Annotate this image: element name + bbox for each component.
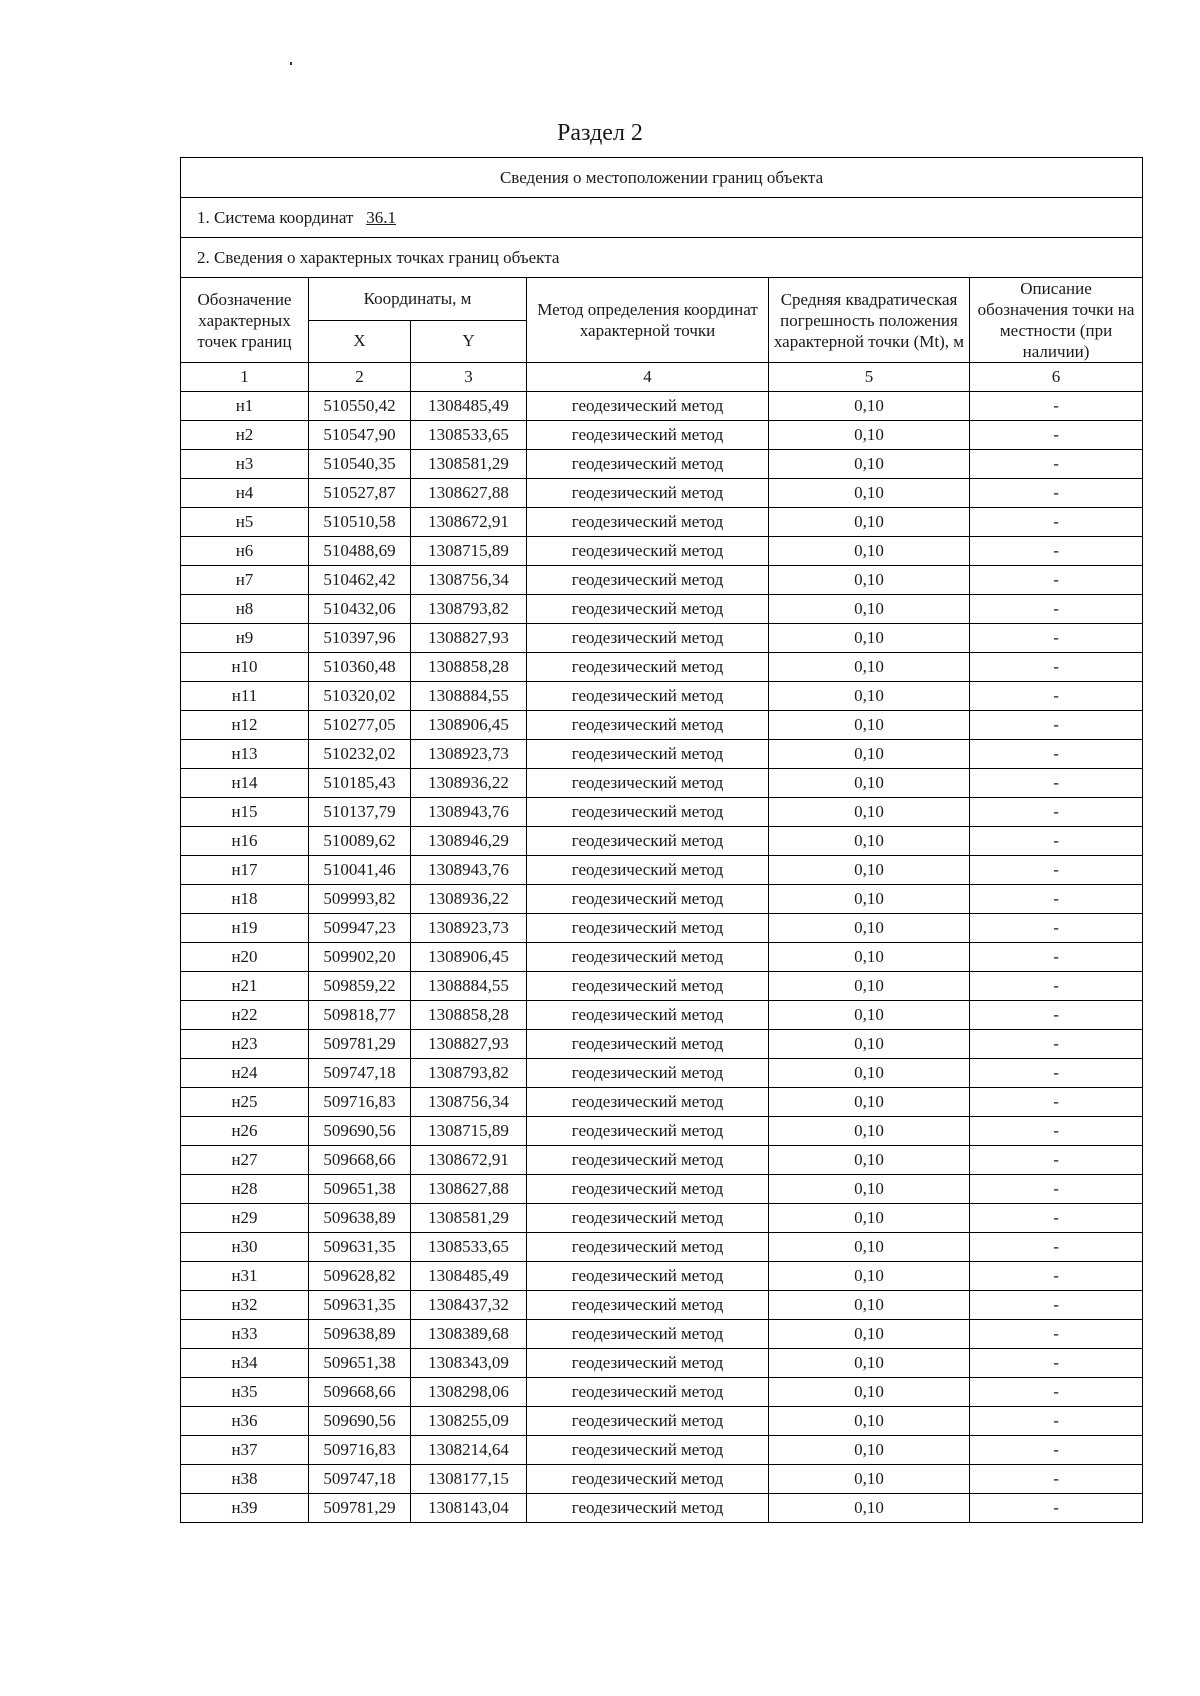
y-coord-cell: 1308858,28 <box>411 653 527 682</box>
description-cell: - <box>970 1088 1143 1117</box>
x-coord-cell: 509902,20 <box>309 943 411 972</box>
description-cell: - <box>970 885 1143 914</box>
description-cell: - <box>970 711 1143 740</box>
method-cell: геодезический метод <box>527 566 769 595</box>
description-cell: - <box>970 595 1143 624</box>
table-row <box>181 1146 1143 1175</box>
point-name-cell: н14 <box>181 769 309 798</box>
y-coord-cell: 1308923,73 <box>411 740 527 769</box>
x-coord-cell: 509818,77 <box>309 1001 411 1030</box>
description-cell: - <box>970 1204 1143 1233</box>
method-cell: геодезический метод <box>527 1436 769 1465</box>
error-cell: 0,10 <box>769 740 970 769</box>
x-coord-cell: 510397,96 <box>309 624 411 653</box>
x-coord-cell: 510137,79 <box>309 798 411 827</box>
x-coord-cell: 509690,56 <box>309 1407 411 1436</box>
description-cell: - <box>970 1291 1143 1320</box>
error-cell: 0,10 <box>769 1175 970 1204</box>
description-cell: - <box>970 508 1143 537</box>
point-name-cell: н13 <box>181 740 309 769</box>
table-row <box>181 1117 1143 1146</box>
error-cell: 0,10 <box>769 653 970 682</box>
error-cell: 0,10 <box>769 1146 970 1175</box>
point-name-cell: н20 <box>181 943 309 972</box>
description-cell: - <box>970 740 1143 769</box>
table-row <box>181 595 1143 624</box>
error-cell: 0,10 <box>769 508 970 537</box>
table-row <box>181 653 1143 682</box>
x-coord-cell: 509631,35 <box>309 1233 411 1262</box>
y-coord-cell: 1308756,34 <box>411 566 527 595</box>
description-cell: - <box>970 624 1143 653</box>
description-cell: - <box>970 769 1143 798</box>
description-cell: - <box>970 1059 1143 1088</box>
description-cell: - <box>970 1030 1143 1059</box>
description-cell: - <box>970 1262 1143 1291</box>
point-name-cell: н19 <box>181 914 309 943</box>
x-coord-cell: 509781,29 <box>309 1030 411 1059</box>
col-number: 1 <box>181 363 309 392</box>
x-coord-cell: 509781,29 <box>309 1494 411 1523</box>
description-cell: - <box>970 682 1143 711</box>
error-cell: 0,10 <box>769 1320 970 1349</box>
x-coord-cell: 509747,18 <box>309 1059 411 1088</box>
y-coord-cell: 1308827,93 <box>411 1030 527 1059</box>
description-cell: - <box>970 1349 1143 1378</box>
y-coord-cell: 1308715,89 <box>411 537 527 566</box>
description-cell: - <box>970 856 1143 885</box>
table-row <box>181 1233 1143 1262</box>
error-cell: 0,10 <box>769 479 970 508</box>
col-number: 3 <box>411 363 527 392</box>
x-coord-cell: 510527,87 <box>309 479 411 508</box>
point-name-cell: н5 <box>181 508 309 537</box>
x-coord-cell: 509631,35 <box>309 1291 411 1320</box>
method-cell: геодезический метод <box>527 1494 769 1523</box>
method-cell: геодезический метод <box>527 1407 769 1436</box>
x-coord-cell: 509628,82 <box>309 1262 411 1291</box>
method-cell: геодезический метод <box>527 1117 769 1146</box>
y-coord-cell: 1308827,93 <box>411 624 527 653</box>
x-coord-cell: 510041,46 <box>309 856 411 885</box>
x-coord-cell: 510360,48 <box>309 653 411 682</box>
y-coord-cell: 1308581,29 <box>411 450 527 479</box>
table-row <box>181 769 1143 798</box>
point-name-cell: н3 <box>181 450 309 479</box>
x-coord-cell: 509651,38 <box>309 1349 411 1378</box>
table-row <box>181 1349 1143 1378</box>
table-row <box>181 943 1143 972</box>
x-coord-cell: 509651,38 <box>309 1175 411 1204</box>
y-coord-cell: 1308177,15 <box>411 1465 527 1494</box>
point-name-cell: н4 <box>181 479 309 508</box>
x-coord-cell: 510432,06 <box>309 595 411 624</box>
point-name-cell: н37 <box>181 1436 309 1465</box>
method-cell: геодезический метод <box>527 1291 769 1320</box>
error-cell: 0,10 <box>769 1407 970 1436</box>
method-cell: геодезический метод <box>527 856 769 885</box>
header-error: Средняя квадратическая погрешность положения характерной точки (Mt), м <box>769 278 970 363</box>
table-row <box>181 508 1143 537</box>
method-cell: геодезический метод <box>527 1378 769 1407</box>
method-cell: геодезический метод <box>527 1146 769 1175</box>
error-cell: 0,10 <box>769 856 970 885</box>
method-cell: геодезический метод <box>527 508 769 537</box>
x-coord-cell: 509993,82 <box>309 885 411 914</box>
description-cell: - <box>970 1436 1143 1465</box>
description-cell: - <box>970 479 1143 508</box>
table-row <box>181 1465 1143 1494</box>
x-coord-cell: 510540,35 <box>309 450 411 479</box>
point-name-cell: н7 <box>181 566 309 595</box>
point-name-cell: н16 <box>181 827 309 856</box>
x-coord-cell: 510320,02 <box>309 682 411 711</box>
point-name-cell: н6 <box>181 537 309 566</box>
table-row <box>181 972 1143 1001</box>
error-cell: 0,10 <box>769 1233 970 1262</box>
y-coord-cell: 1308485,49 <box>411 392 527 421</box>
y-coord-cell: 1308533,65 <box>411 421 527 450</box>
x-coord-cell: 509690,56 <box>309 1117 411 1146</box>
method-cell: геодезический метод <box>527 1088 769 1117</box>
point-name-cell: н30 <box>181 1233 309 1262</box>
method-cell: геодезический метод <box>527 943 769 972</box>
table-row <box>181 827 1143 856</box>
method-cell: геодезический метод <box>527 1320 769 1349</box>
y-coord-cell: 1308672,91 <box>411 508 527 537</box>
y-coord-cell: 1308756,34 <box>411 1088 527 1117</box>
point-name-cell: н11 <box>181 682 309 711</box>
col-number: 4 <box>527 363 769 392</box>
point-name-cell: н23 <box>181 1030 309 1059</box>
point-name-cell: н1 <box>181 392 309 421</box>
table-row <box>181 914 1143 943</box>
error-cell: 0,10 <box>769 624 970 653</box>
error-cell: 0,10 <box>769 1001 970 1030</box>
point-name-cell: н26 <box>181 1117 309 1146</box>
point-name-cell: н34 <box>181 1349 309 1378</box>
table-row <box>181 1030 1143 1059</box>
description-cell: - <box>970 1378 1143 1407</box>
description-cell: - <box>970 1001 1143 1030</box>
error-cell: 0,10 <box>769 827 970 856</box>
table-row <box>181 566 1143 595</box>
point-name-cell: н28 <box>181 1175 309 1204</box>
y-coord-cell: 1308936,22 <box>411 769 527 798</box>
error-cell: 0,10 <box>769 798 970 827</box>
description-cell: - <box>970 537 1143 566</box>
point-name-cell: н33 <box>181 1320 309 1349</box>
method-cell: геодезический метод <box>527 885 769 914</box>
error-cell: 0,10 <box>769 682 970 711</box>
y-coord-cell: 1308858,28 <box>411 1001 527 1030</box>
point-name-cell: н29 <box>181 1204 309 1233</box>
point-name-cell: н27 <box>181 1146 309 1175</box>
y-coord-cell: 1308936,22 <box>411 885 527 914</box>
method-cell: геодезический метод <box>527 682 769 711</box>
description-cell: - <box>970 566 1143 595</box>
error-cell: 0,10 <box>769 885 970 914</box>
method-cell: геодезический метод <box>527 711 769 740</box>
table-row <box>181 624 1143 653</box>
method-cell: геодезический метод <box>527 1204 769 1233</box>
error-cell: 0,10 <box>769 537 970 566</box>
header-coords: Координаты, м <box>309 278 527 321</box>
description-cell: - <box>970 1117 1143 1146</box>
point-name-cell: н9 <box>181 624 309 653</box>
table-row <box>181 1001 1143 1030</box>
method-cell: геодезический метод <box>527 1175 769 1204</box>
y-coord-cell: 1308884,55 <box>411 972 527 1001</box>
x-coord-cell: 509947,23 <box>309 914 411 943</box>
error-cell: 0,10 <box>769 972 970 1001</box>
method-cell: геодезический метод <box>527 624 769 653</box>
x-coord-cell: 509668,66 <box>309 1146 411 1175</box>
table-row <box>181 392 1143 421</box>
table-row <box>181 1407 1143 1436</box>
description-cell: - <box>970 1233 1143 1262</box>
table-row <box>181 856 1143 885</box>
error-cell: 0,10 <box>769 392 970 421</box>
table-row <box>181 1291 1143 1320</box>
table-banner: Сведения о местоположении границ объекта <box>181 158 1143 198</box>
table-row <box>181 1378 1143 1407</box>
error-cell: 0,10 <box>769 711 970 740</box>
error-cell: 0,10 <box>769 1349 970 1378</box>
error-cell: 0,10 <box>769 1088 970 1117</box>
header-y: Y <box>411 320 527 363</box>
y-coord-cell: 1308627,88 <box>411 1175 527 1204</box>
error-cell: 0,10 <box>769 1204 970 1233</box>
table-row <box>181 1204 1143 1233</box>
description-cell: - <box>970 972 1143 1001</box>
x-coord-cell: 509716,83 <box>309 1088 411 1117</box>
table-row <box>181 1088 1143 1117</box>
y-coord-cell: 1308943,76 <box>411 798 527 827</box>
y-coord-cell: 1308906,45 <box>411 711 527 740</box>
error-cell: 0,10 <box>769 769 970 798</box>
x-coord-cell: 509638,89 <box>309 1204 411 1233</box>
method-cell: геодезический метод <box>527 1262 769 1291</box>
method-cell: геодезический метод <box>527 1059 769 1088</box>
error-cell: 0,10 <box>769 1262 970 1291</box>
table-row <box>181 479 1143 508</box>
point-name-cell: н21 <box>181 972 309 1001</box>
error-cell: 0,10 <box>769 595 970 624</box>
coord-system-row <box>181 198 1143 238</box>
y-coord-cell: 1308533,65 <box>411 1233 527 1262</box>
y-coord-cell: 1308485,49 <box>411 1262 527 1291</box>
table-row <box>181 1175 1143 1204</box>
method-cell: геодезический метод <box>527 595 769 624</box>
point-name-cell: н31 <box>181 1262 309 1291</box>
y-coord-cell: 1308946,29 <box>411 827 527 856</box>
y-coord-cell: 1308672,91 <box>411 1146 527 1175</box>
point-name-cell: н12 <box>181 711 309 740</box>
point-name-cell: н22 <box>181 1001 309 1030</box>
header-description: Описание обозначения точки на местности (при наличии) <box>970 278 1143 363</box>
table-row <box>181 682 1143 711</box>
x-coord-cell: 509747,18 <box>309 1465 411 1494</box>
x-coord-cell: 510550,42 <box>309 392 411 421</box>
x-coord-cell: 510488,69 <box>309 537 411 566</box>
error-cell: 0,10 <box>769 450 970 479</box>
table-row <box>181 450 1143 479</box>
error-cell: 0,10 <box>769 1436 970 1465</box>
error-cell: 0,10 <box>769 1117 970 1146</box>
point-name-cell: н24 <box>181 1059 309 1088</box>
table-row <box>181 1059 1143 1088</box>
header-method: Метод определения координат характерной точки <box>527 278 769 363</box>
error-cell: 0,10 <box>769 1494 970 1523</box>
method-cell: геодезический метод <box>527 827 769 856</box>
method-cell: геодезический метод <box>527 392 769 421</box>
y-coord-cell: 1308143,04 <box>411 1494 527 1523</box>
col-number: 5 <box>769 363 970 392</box>
table-row <box>181 1320 1143 1349</box>
points-section-title: 2. Сведения о характерных точках границ объекта <box>181 238 1143 278</box>
point-name-cell: н36 <box>181 1407 309 1436</box>
table-row <box>181 885 1143 914</box>
y-coord-cell: 1308389,68 <box>411 1320 527 1349</box>
header-designation: Обозначение характерных точек границ <box>181 278 309 363</box>
description-cell: - <box>970 798 1143 827</box>
description-cell: - <box>970 1320 1143 1349</box>
table-row <box>181 537 1143 566</box>
description-cell: - <box>970 653 1143 682</box>
y-coord-cell: 1308627,88 <box>411 479 527 508</box>
method-cell: геодезический метод <box>527 479 769 508</box>
method-cell: геодезический метод <box>527 1349 769 1378</box>
point-name-cell: н2 <box>181 421 309 450</box>
point-name-cell: н35 <box>181 1378 309 1407</box>
x-coord-cell: 510232,02 <box>309 740 411 769</box>
error-cell: 0,10 <box>769 1291 970 1320</box>
method-cell: геодезический метод <box>527 972 769 1001</box>
description-cell: - <box>970 827 1143 856</box>
y-coord-cell: 1308437,32 <box>411 1291 527 1320</box>
error-cell: 0,10 <box>769 566 970 595</box>
x-coord-cell: 510089,62 <box>309 827 411 856</box>
y-coord-cell: 1308214,64 <box>411 1436 527 1465</box>
header-x: X <box>309 320 411 363</box>
description-cell: - <box>970 1175 1143 1204</box>
method-cell: геодезический метод <box>527 914 769 943</box>
description-cell: - <box>970 943 1143 972</box>
section-title: Раздел 2 <box>557 120 643 146</box>
method-cell: геодезический метод <box>527 1030 769 1059</box>
coord-system-value: 36.1 <box>366 207 396 227</box>
x-coord-cell: 510462,42 <box>309 566 411 595</box>
error-cell: 0,10 <box>769 943 970 972</box>
y-coord-cell: 1308343,09 <box>411 1349 527 1378</box>
method-cell: геодезический метод <box>527 421 769 450</box>
error-cell: 0,10 <box>769 914 970 943</box>
point-name-cell: н8 <box>181 595 309 624</box>
description-cell: - <box>970 1146 1143 1175</box>
table-row <box>181 1262 1143 1291</box>
point-name-cell: н38 <box>181 1465 309 1494</box>
y-coord-cell: 1308793,82 <box>411 1059 527 1088</box>
method-cell: геодезический метод <box>527 653 769 682</box>
method-cell: геодезический метод <box>527 1465 769 1494</box>
x-coord-cell: 509638,89 <box>309 1320 411 1349</box>
x-coord-cell: 509859,22 <box>309 972 411 1001</box>
y-coord-cell: 1308943,76 <box>411 856 527 885</box>
error-cell: 0,10 <box>769 1378 970 1407</box>
scan-speck <box>290 62 292 65</box>
point-name-cell: н18 <box>181 885 309 914</box>
point-name-cell: н10 <box>181 653 309 682</box>
y-coord-cell: 1308884,55 <box>411 682 527 711</box>
x-coord-cell: 509716,83 <box>309 1436 411 1465</box>
method-cell: геодезический метод <box>527 1233 769 1262</box>
point-name-cell: н17 <box>181 856 309 885</box>
table-row <box>181 1494 1143 1523</box>
y-coord-cell: 1308715,89 <box>411 1117 527 1146</box>
boundary-points-table <box>180 157 1143 1523</box>
point-name-cell: н25 <box>181 1088 309 1117</box>
col-number: 2 <box>309 363 411 392</box>
method-cell: геодезический метод <box>527 769 769 798</box>
y-coord-cell: 1308298,06 <box>411 1378 527 1407</box>
error-cell: 0,10 <box>769 1465 970 1494</box>
table-row <box>181 421 1143 450</box>
table-row <box>181 798 1143 827</box>
description-cell: - <box>970 1465 1143 1494</box>
description-cell: - <box>970 1407 1143 1436</box>
x-coord-cell: 510547,90 <box>309 421 411 450</box>
coord-system-label: 1. Система координат <box>197 207 354 227</box>
error-cell: 0,10 <box>769 1030 970 1059</box>
x-coord-cell: 510185,43 <box>309 769 411 798</box>
x-coord-cell: 510277,05 <box>309 711 411 740</box>
description-cell: - <box>970 421 1143 450</box>
col-number: 6 <box>970 363 1143 392</box>
method-cell: геодезический метод <box>527 450 769 479</box>
y-coord-cell: 1308923,73 <box>411 914 527 943</box>
description-cell: - <box>970 1494 1143 1523</box>
x-coord-cell: 509668,66 <box>309 1378 411 1407</box>
y-coord-cell: 1308906,45 <box>411 943 527 972</box>
method-cell: геодезический метод <box>527 740 769 769</box>
y-coord-cell: 1308793,82 <box>411 595 527 624</box>
method-cell: геодезический метод <box>527 798 769 827</box>
table-row <box>181 740 1143 769</box>
point-name-cell: н15 <box>181 798 309 827</box>
point-name-cell: н32 <box>181 1291 309 1320</box>
method-cell: геодезический метод <box>527 1001 769 1030</box>
x-coord-cell: 510510,58 <box>309 508 411 537</box>
table-row <box>181 711 1143 740</box>
description-cell: - <box>970 914 1143 943</box>
description-cell: - <box>970 392 1143 421</box>
y-coord-cell: 1308581,29 <box>411 1204 527 1233</box>
error-cell: 0,10 <box>769 421 970 450</box>
error-cell: 0,10 <box>769 1059 970 1088</box>
y-coord-cell: 1308255,09 <box>411 1407 527 1436</box>
description-cell: - <box>970 450 1143 479</box>
method-cell: геодезический метод <box>527 537 769 566</box>
table-row <box>181 1436 1143 1465</box>
point-name-cell: н39 <box>181 1494 309 1523</box>
